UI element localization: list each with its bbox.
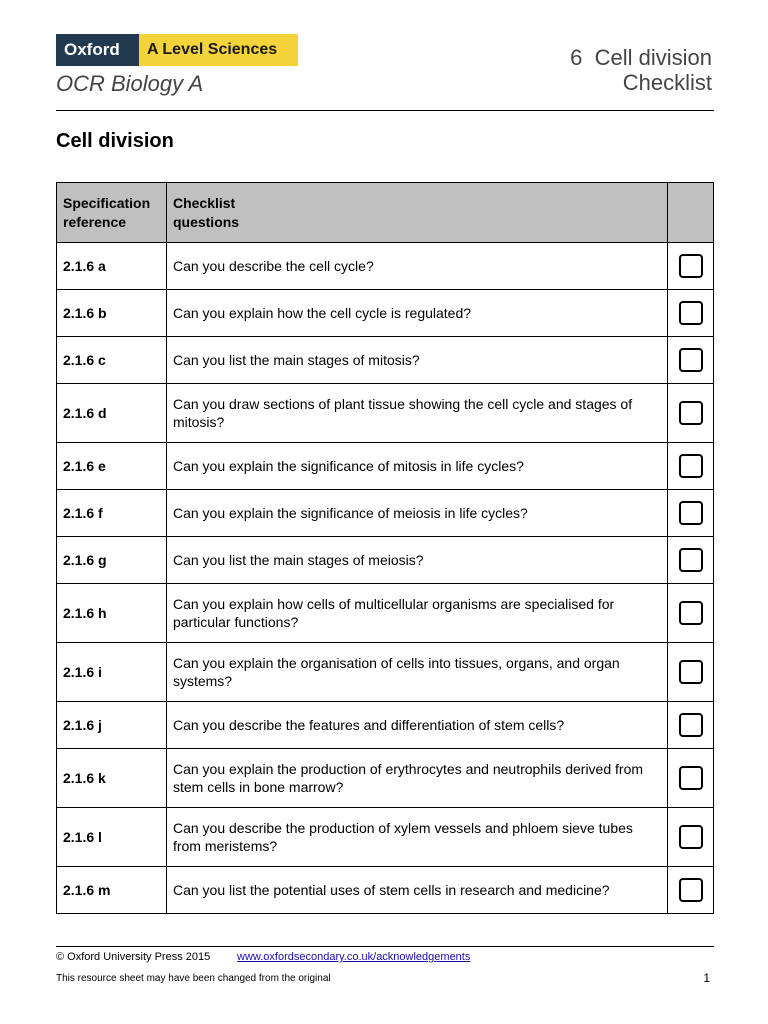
- question-cell: Can you explain the significance of meiosis in life cycles?: [166, 490, 667, 537]
- question-cell: Can you explain the production of erythrocytes and neutrophils derived from stem cells in bone marrow?: [166, 749, 667, 808]
- checkbox-cell: [668, 337, 714, 384]
- checklist-checkbox[interactable]: [679, 501, 703, 525]
- checkbox-cell: [668, 243, 714, 290]
- checklist-checkbox[interactable]: [679, 454, 703, 478]
- resource-note: This resource sheet may have been changed from the original: [56, 973, 331, 984]
- brand-a-level-sciences: A Level Sciences: [139, 34, 298, 66]
- header-checkbox-column: [668, 183, 714, 243]
- spec-reference-cell: 2.1.6 l: [57, 808, 167, 867]
- question-cell: Can you list the potential uses of stem cells in research and medicine?: [166, 867, 667, 914]
- spec-reference-cell: 2.1.6 k: [57, 749, 167, 808]
- checklist-checkbox[interactable]: [679, 766, 703, 790]
- brand-oxford: Oxford: [56, 34, 139, 66]
- checkbox-cell: [668, 443, 714, 490]
- spec-reference-cell: 2.1.6 a: [57, 243, 167, 290]
- question-cell: Can you explain how the cell cycle is regulated?: [166, 290, 667, 337]
- chapter-line-1: 6 Cell division: [570, 45, 712, 70]
- question-cell: Can you list the main stages of meiosis?: [166, 537, 667, 584]
- checkbox-cell: [668, 702, 714, 749]
- question-cell: Can you describe the cell cycle?: [166, 243, 667, 290]
- table-row: [57, 584, 714, 643]
- header-divider: [56, 110, 714, 111]
- table-row: [57, 749, 714, 808]
- table-row: [57, 443, 714, 490]
- checkbox-cell: [668, 384, 714, 443]
- footer-divider: [56, 946, 714, 947]
- checklist-checkbox[interactable]: [679, 348, 703, 372]
- checklist-checkbox[interactable]: [679, 548, 703, 572]
- spec-reference-cell: 2.1.6 i: [57, 643, 167, 702]
- spec-reference-cell: 2.1.6 g: [57, 537, 167, 584]
- header-ref-line2: reference: [63, 213, 127, 230]
- brand-logo: [56, 34, 298, 66]
- question-cell: Can you describe the production of xylem vessels and phloem sieve tubes from meristems?: [166, 808, 667, 867]
- checklist-checkbox[interactable]: [679, 601, 703, 625]
- checklist-checkbox[interactable]: [679, 254, 703, 278]
- table-row: [57, 337, 714, 384]
- checklist-checkbox[interactable]: [679, 301, 703, 325]
- chapter-title: [570, 45, 712, 95]
- question-cell: Can you list the main stages of mitosis?: [166, 337, 667, 384]
- checklist-table: [56, 182, 714, 914]
- spec-reference-cell: 2.1.6 c: [57, 337, 167, 384]
- checkbox-cell: [668, 537, 714, 584]
- checklist-checkbox[interactable]: [679, 878, 703, 902]
- table-row: [57, 808, 714, 867]
- spec-reference-cell: 2.1.6 e: [57, 443, 167, 490]
- checkbox-cell: [668, 490, 714, 537]
- spec-reference-cell: 2.1.6 d: [57, 384, 167, 443]
- table-row: [57, 384, 714, 443]
- table-row: [57, 702, 714, 749]
- header-spec-reference: [57, 183, 167, 243]
- table-row: [57, 243, 714, 290]
- checklist-checkbox[interactable]: [679, 660, 703, 684]
- spec-reference-cell: 2.1.6 h: [57, 584, 167, 643]
- checklist-checkbox[interactable]: [679, 401, 703, 425]
- table-row: [57, 867, 714, 914]
- spec-reference-cell: 2.1.6 j: [57, 702, 167, 749]
- acknowledgements-link[interactable]: www.oxfordsecondary.co.uk/acknowledgements: [237, 951, 471, 963]
- page-number: 1: [703, 971, 710, 985]
- spec-reference-cell: 2.1.6 f: [57, 490, 167, 537]
- header-checklist-questions: [166, 183, 667, 243]
- checkbox-cell: [668, 290, 714, 337]
- checklist-checkbox[interactable]: [679, 825, 703, 849]
- table-row: [57, 490, 714, 537]
- question-cell: Can you explain the significance of mitosis in life cycles?: [166, 443, 667, 490]
- checkbox-cell: [668, 808, 714, 867]
- header-q-line2: questions: [172, 213, 240, 230]
- question-cell: Can you describe the features and differentiation of stem cells?: [166, 702, 667, 749]
- question-cell: Can you explain the organisation of cells into tissues, organs, and organ systems?: [166, 643, 667, 702]
- chapter-line-2: Checklist: [622, 70, 712, 95]
- header-ref-line1: Specification: [63, 194, 151, 211]
- checkbox-cell: [668, 584, 714, 643]
- checkbox-cell: [668, 867, 714, 914]
- table-row: [57, 537, 714, 584]
- subject-title: OCR Biology A: [56, 71, 204, 96]
- table-row: [57, 643, 714, 702]
- checkbox-cell: [668, 749, 714, 808]
- question-cell: Can you draw sections of plant tissue showing the cell cycle and stages of mitosis?: [166, 384, 667, 443]
- table-header-row: [57, 183, 714, 243]
- spec-reference-cell: 2.1.6 m: [57, 867, 167, 914]
- checkbox-cell: [668, 643, 714, 702]
- table-row: [57, 290, 714, 337]
- copyright-text: © Oxford University Press 2015: [56, 951, 211, 963]
- header-q-line1: Checklist: [172, 194, 236, 211]
- spec-reference-cell: 2.1.6 b: [57, 290, 167, 337]
- question-cell: Can you explain how cells of multicellular organisms are specialised for particular functions?: [166, 584, 667, 643]
- checklist-checkbox[interactable]: [679, 713, 703, 737]
- page-title: Cell division: [56, 130, 174, 152]
